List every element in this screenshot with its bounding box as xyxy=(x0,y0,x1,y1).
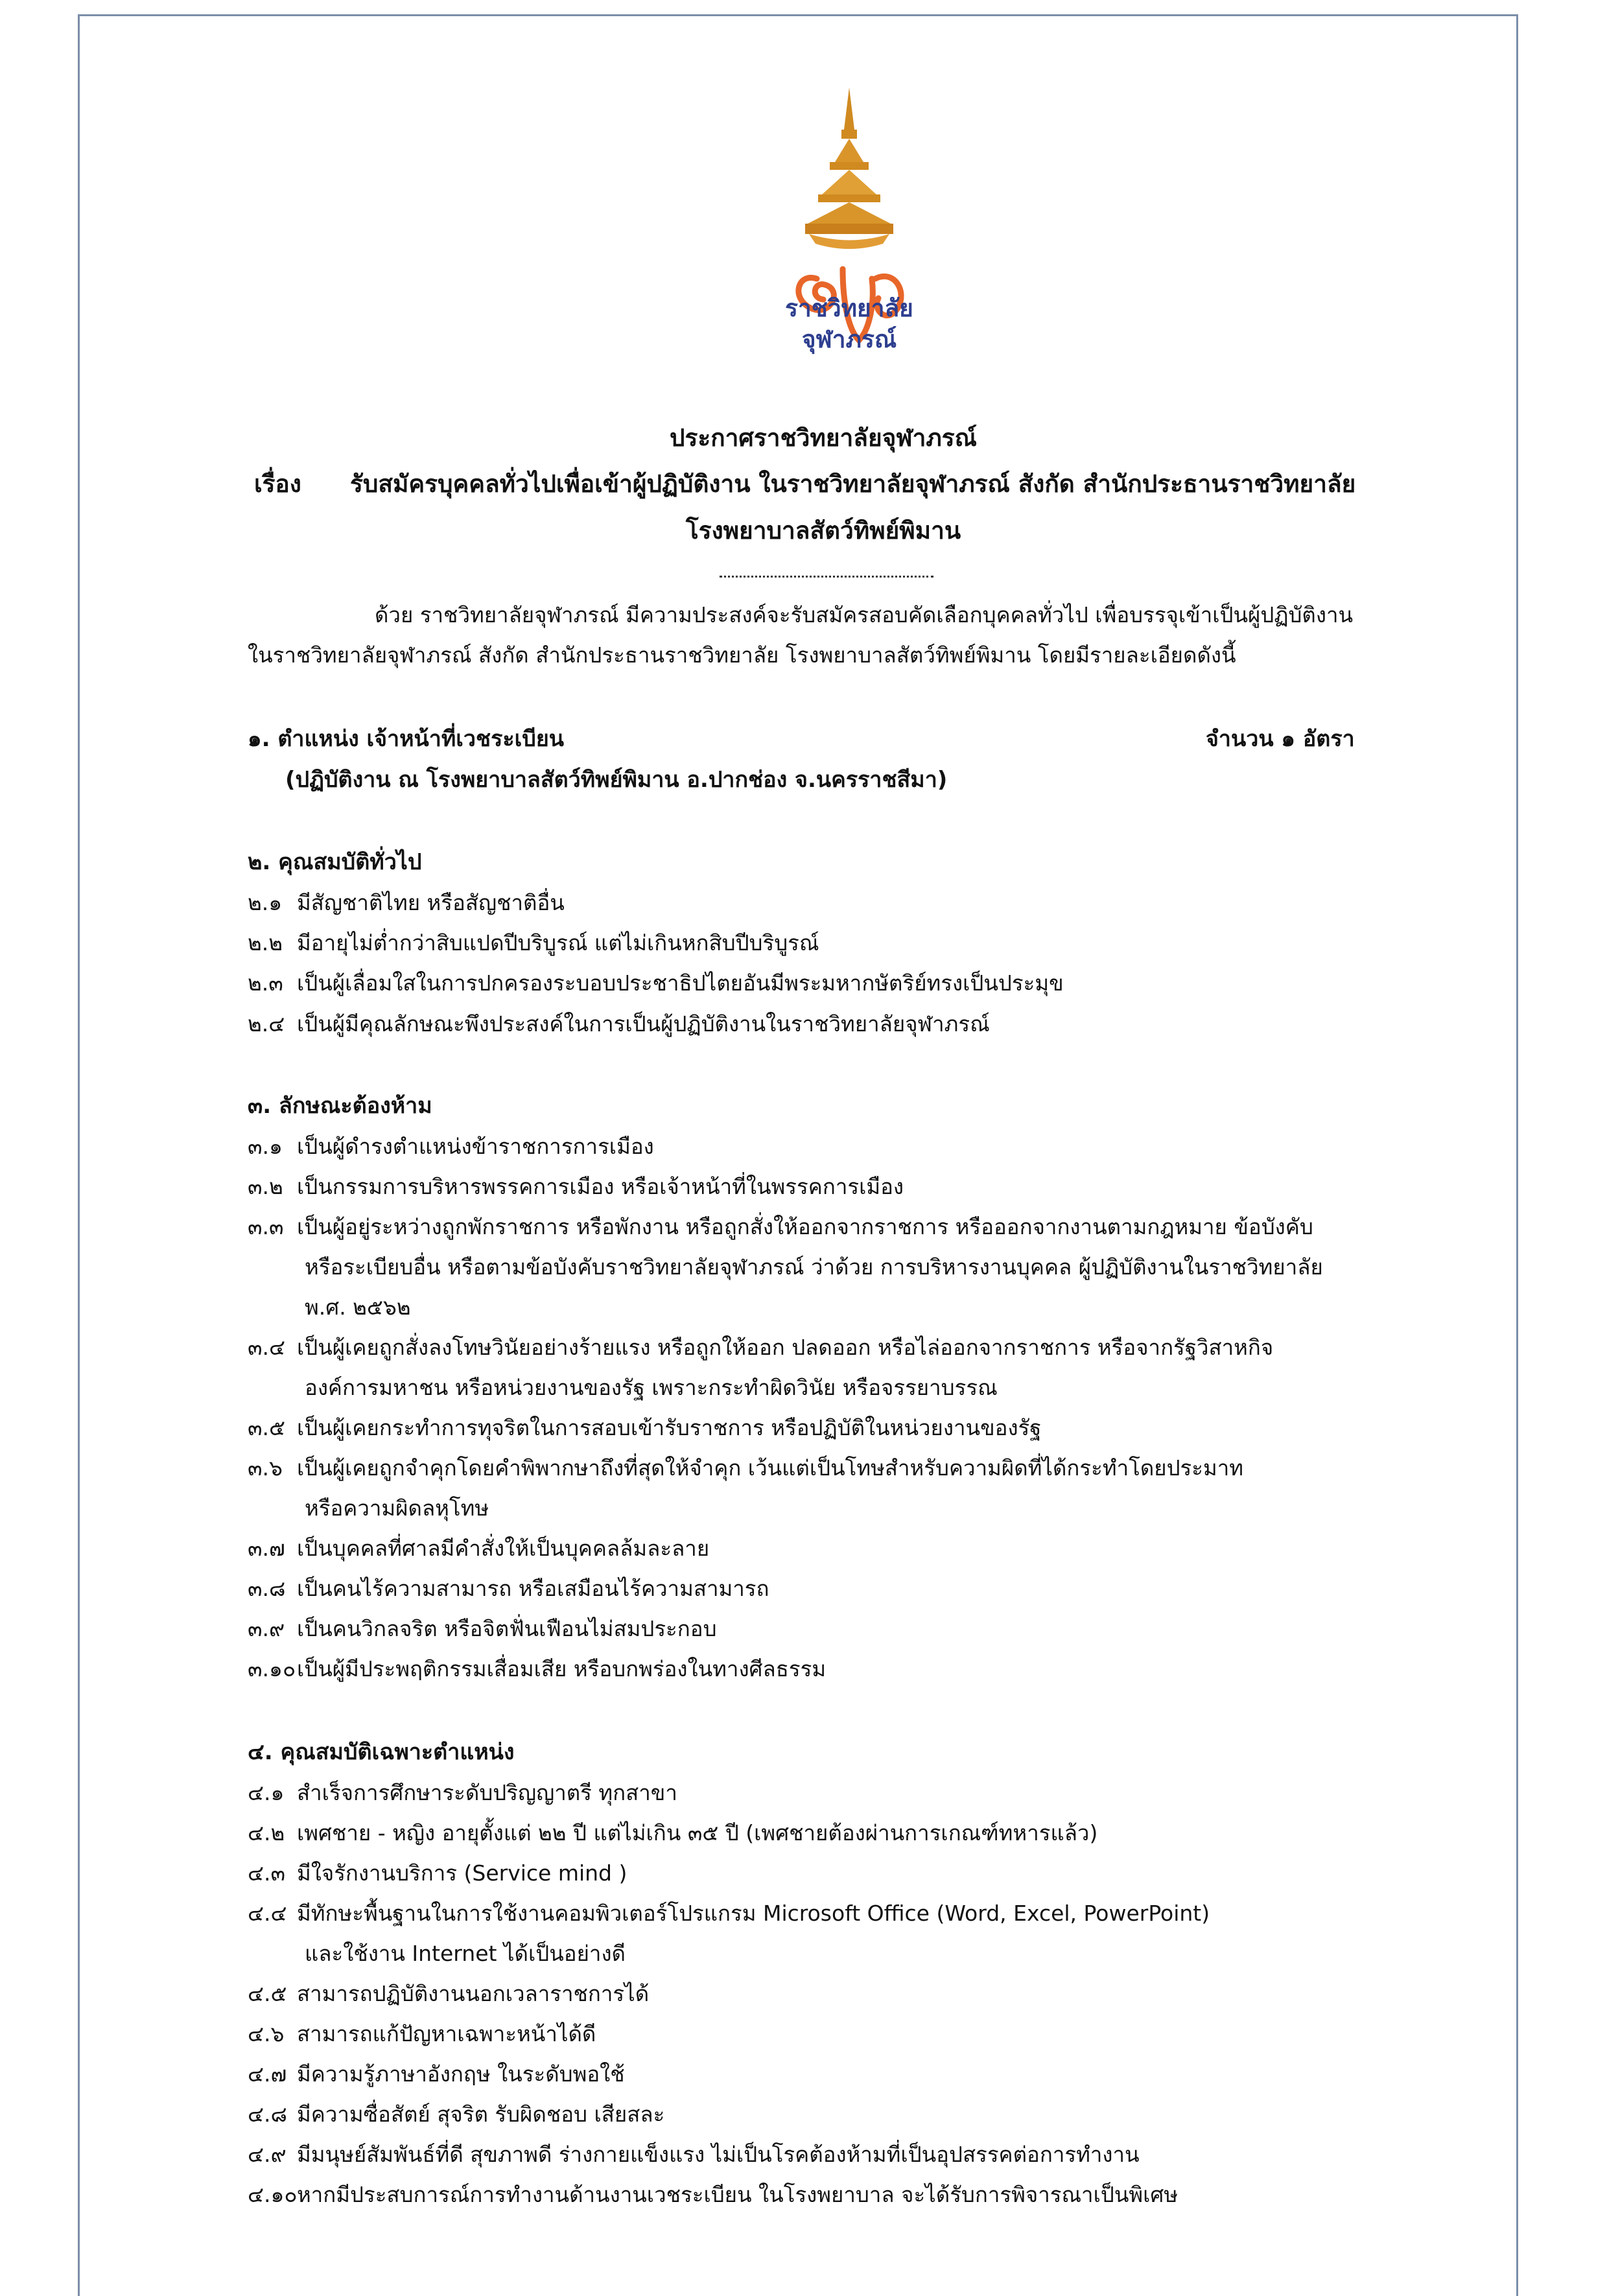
section-3-heading: ๓. ลักษณะต้องห้าม xyxy=(248,1093,432,1119)
list-item: ๓.๓ เป็นผู้อยู่ระหว่างถูกพักราชการ หรือพักงาน หรือถูกสั่งให้ออกจากราชการ หรือออกจากงานตามกฎหมาย ข้อบังคับ xyxy=(248,1214,1313,1239)
list-item-continuation: พ.ศ. ๒๕๖๒ xyxy=(305,1294,411,1320)
list-item-continuation: และใช้งาน Internet ได้เป็นอย่างดี xyxy=(305,1941,626,1966)
list-item: ๓.๗ เป็นบุคคลที่ศาลมีคำสั่งให้เป็นบุคคลล้มละลาย xyxy=(248,1536,710,1561)
list-item: ๓.๖ เป็นผู้เคยถูกจำคุกโดยคำพิพากษาถึงที่สุดให้จำคุก เว้นแต่เป็นโทษสำหรับความผิดที่ได้กระทำโดยประมาท xyxy=(248,1455,1244,1481)
list-item: ๔.๓ มีใจรักงานบริการ (Service mind ) xyxy=(248,1860,628,1886)
list-item: ๓.๑๐เป็นผู้มีประพฤติกรรมเสื่อมเสีย หรือบกพร่องในทางศีลธรรม xyxy=(248,1656,827,1681)
list-item: ๒.๑ มีสัญชาติไทย หรือสัญชาติอื่น xyxy=(248,890,565,915)
list-item: ๔.๔ มีทักษะพื้นฐานในการใช้งานคอมพิวเตอร์โปรแกรม Microsoft Office (Word, Excel, PowerPoint) xyxy=(248,1901,1210,1926)
list-item-continuation: หรือระเบียบอื่น หรือตามข้อบังคับราชวิทยาลัยจุฬาภรณ์ ว่าด้วย การบริหารงานบุคคล ผู้ปฏิบัติงานในราชวิทยาลัย xyxy=(305,1254,1323,1280)
list-item: ๔.๙ มีมนุษย์สัมพันธ์ที่ดี สุขภาพดี ร่างกายแข็งแรง ไม่เป็นโรคต้องห้ามที่เป็นอุปสรรคต่อการทำงาน xyxy=(248,2142,1140,2167)
list-item: ๔.๑๐หากมีประสบการณ์การทำงานด้านงานเวชระเบียน ในโรงพยาบาล จะได้รับการพิจารณาเป็นพิเศษ xyxy=(248,2182,1179,2207)
list-item: ๓.๘ เป็นคนไร้ความสามารถ หรือเสมือนไร้ความสามารถ xyxy=(248,1576,769,1601)
list-item: ๓.๒ เป็นกรรมการบริหารพรรคการเมือง หรือเจ้าหน้าที่ในพรรคการเมือง xyxy=(248,1174,904,1199)
position-heading: ๑. ตำแหน่ง เจ้าหน้าที่เวชระเบียน xyxy=(248,726,564,752)
section-4-heading: ๔. คุณสมบัติเฉพาะตำแหน่ง xyxy=(248,1739,515,1765)
list-item: ๔.๕ สามารถปฏิบัติงานนอกเวลาราชการได้ xyxy=(248,1981,650,2006)
announcement-title: ประกาศราชวิทยาลัยจุฬาภรณ์ xyxy=(670,424,977,452)
list-item: ๓.๙ เป็นคนวิกลจริต หรือจิตฟั่นเฟือนไม่สมประกอบ xyxy=(248,1616,717,1641)
list-item: ๔.๘ มีความซื่อสัตย์ สุจริต รับผิดชอบ เสียสละ xyxy=(248,2102,665,2127)
logo-line-1: ราชวิทยาลัย xyxy=(785,294,913,322)
list-item: ๒.๔ เป็นผู้มีคุณลักษณะพึงประสงค์ในการเป็นผู้ปฏิบัติงานในราชวิทยาลัยจุฬาภรณ์ xyxy=(248,1011,990,1037)
list-item: ๒.๒ มีอายุไม่ต่ำกว่าสิบแปดปีบริบูรณ์ แต่ไม่เกินหกสิบปีบริบูรณ์ xyxy=(248,930,819,955)
subject-label: เรื่อง xyxy=(254,470,301,498)
position-location: (ปฏิบัติงาน ณ โรงพยาบาลสัตว์ทิพย์พิมาน อ.ปากช่อง จ.นครราชสีมา) xyxy=(285,767,948,793)
dotted-divider xyxy=(720,576,933,578)
list-item: ๓.๕ เป็นผู้เคยกระทำการทุจริตในการสอบเข้ารับราชการ หรือปฏิบัติในหน่วยงานของรัฐ xyxy=(248,1415,1042,1440)
section-2-heading: ๒. คุณสมบัติทั่วไป xyxy=(248,849,422,875)
intro-line-1: ด้วย ราชวิทยาลัยจุฬาภรณ์ มีความประสงค์จะรับสมัครสอบคัดเลือกบุคคลทั่วไป เพื่อบรรจุเข้าเป็นผู้ปฏิบัติงาน xyxy=(375,602,1354,627)
list-item-continuation: หรือความผิดลหุโทษ xyxy=(305,1495,489,1521)
list-item: ๓.๑ เป็นผู้ดำรงตำแหน่งข้าราชการการเมือง xyxy=(248,1134,654,1159)
subject-text: รับสมัครบุคคลทั่วไปเพื่อเข้าผู้ปฏิบัติงาน ในราชวิทยาลัยจุฬาภรณ์ สังกัด สำนักประธานราชวิทยาลัย xyxy=(350,470,1356,498)
list-item: ๔.๑ สำเร็จการศึกษาระดับปริญญาตรี ทุกสาขา xyxy=(248,1780,677,1805)
list-item: ๔.๗ มีความรู้ภาษาอังกฤษ ในระดับพอใช้ xyxy=(248,2061,625,2087)
list-item: ๔.๖ สามารถแก้ปัญหาเฉพาะหน้าได้ดี xyxy=(248,2021,596,2046)
position-count: จำนวน ๑ อัตรา xyxy=(1206,726,1355,752)
list-item-continuation: องค์การมหาชน หรือหน่วยงานของรัฐ เพราะกระทำผิดวินัย หรือจรรยาบรรณ xyxy=(305,1375,998,1400)
announcement-title-line3: โรงพยาบาลสัตว์ทิพย์พิมาน xyxy=(685,517,961,545)
list-item: ๒.๓ เป็นผู้เลื่อมใสในการปกครองระบอบประชาธิปไตยอันมีพระมหากษัตริย์ทรงเป็นประมุข xyxy=(248,970,1064,996)
logo-line-2: จุฬาภรณ์ xyxy=(801,325,897,353)
list-item: ๔.๒ เพศชาย - หญิง อายุตั้งแต่ ๒๒ ปี แต่ไม่เกิน ๓๕ ปี (เพศชายต้องผ่านการเกณฑ์ทหารแล้ว) xyxy=(248,1820,1098,1845)
list-item: ๓.๔ เป็นผู้เคยถูกสั่งลงโทษวินัยอย่างร้ายแรง หรือถูกให้ออก ปลดออก หรือไล่ออกจากราชการ หรือจากรัฐวิสาหกิจ xyxy=(248,1335,1274,1360)
intro-line-2: ในราชวิทยาลัยจุฬาภรณ์ สังกัด สำนักประธานราชวิทยาลัย โรงพยาบาลสัตว์ทิพย์พิมาน โดยมีรายละเอียดดังนี้ xyxy=(248,642,1236,668)
